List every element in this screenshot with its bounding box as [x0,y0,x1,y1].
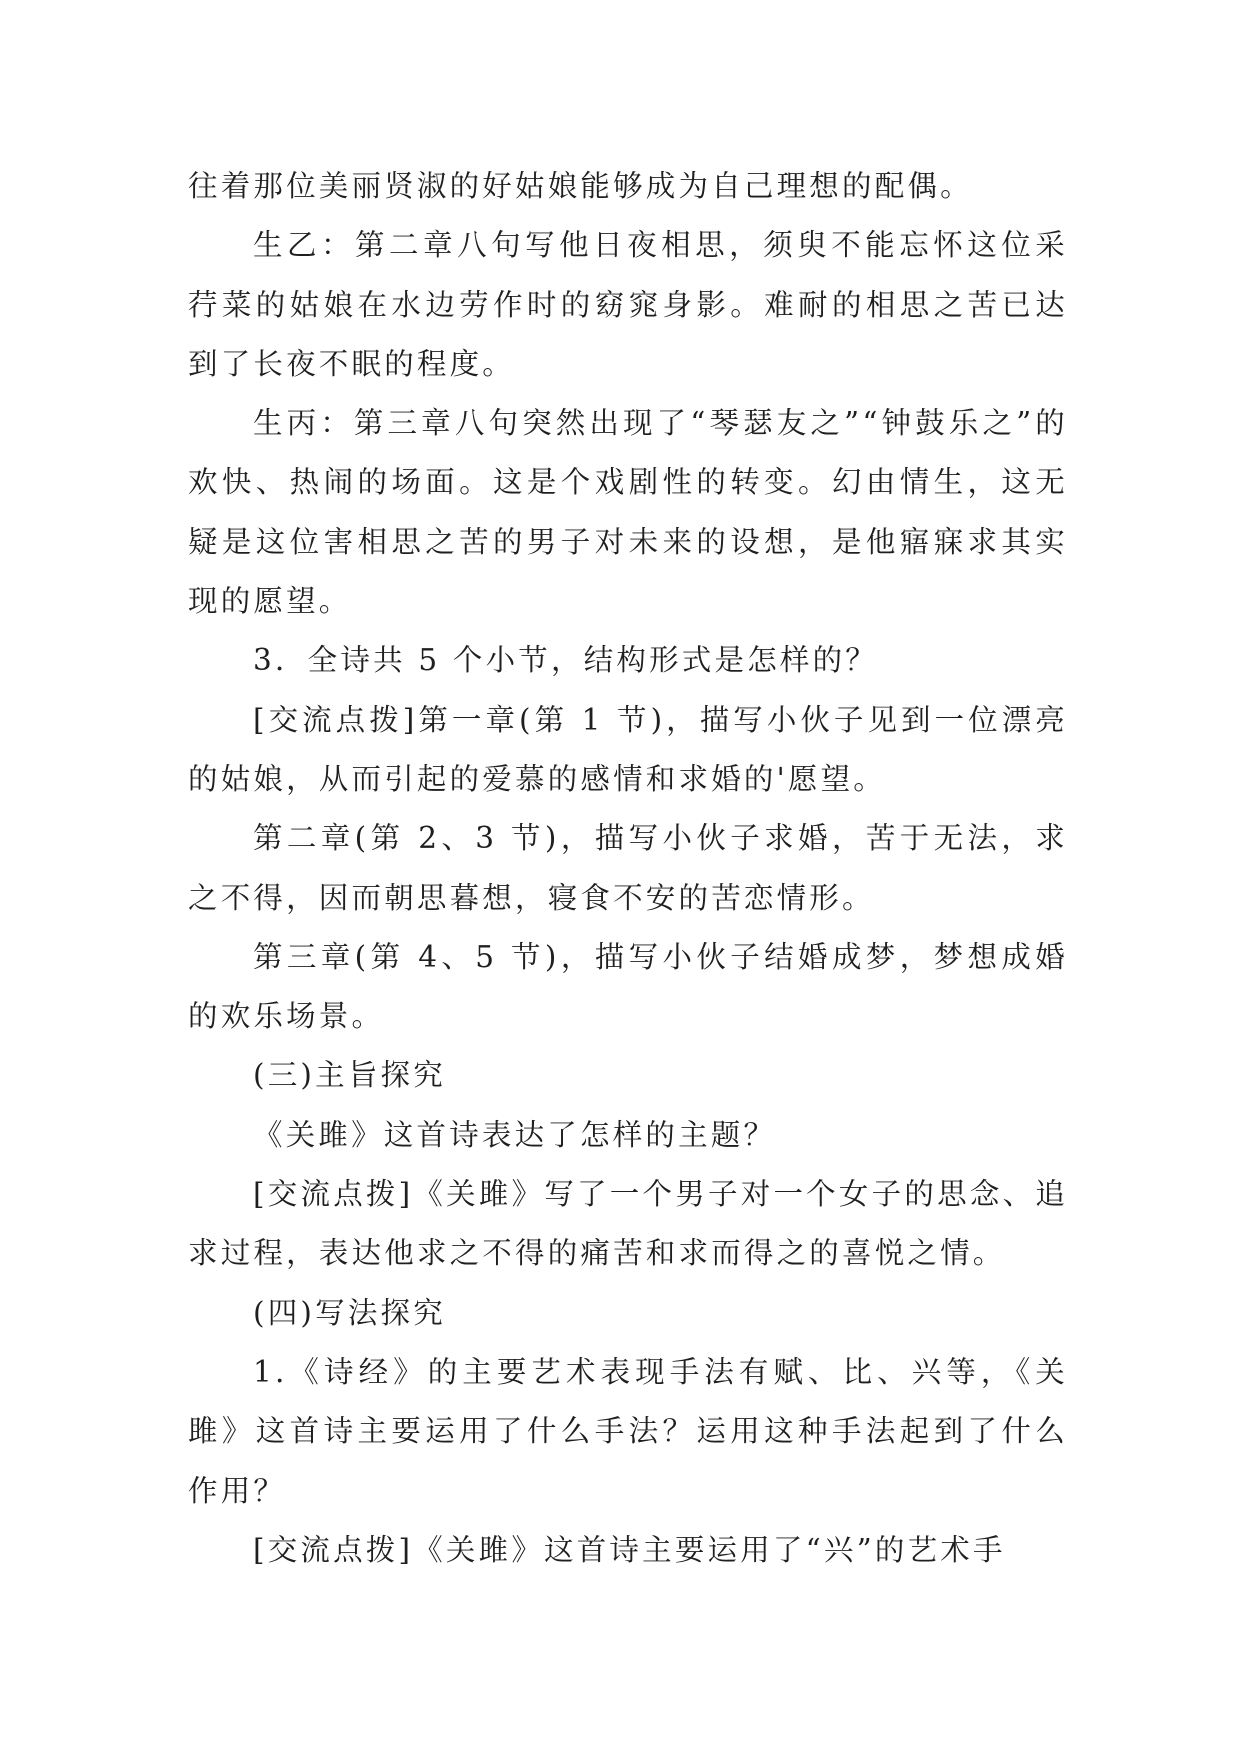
section-heading-theme: (三)主旨探究 [253,1058,446,1093]
paragraph-discussion-technique: [交流点拨]《关雎》这首诗主要运用了“兴”的艺术手 [253,1532,1006,1567]
question-theme: 《关雎》这首诗表达了怎样的主题？ [253,1117,777,1152]
paragraph-student-b: 生乙：第二章八句写他日夜相思，须臾不能忘怀这位采荇菜的姑娘在水边劳作时的窈窕身影。难耐的相思之苦已达到了长夜不眠的程度。 [188,228,1068,381]
paragraph-discussion-theme: [交流点拨]《关雎》写了一个男子对一个女子的思念、追求过程，表达他求之不得的痛苦和求而得之的喜悦之情。 [188,1177,1068,1271]
paragraph-discussion-chapter-1: [交流点拨]第一章(第 1 节)，描写小伙子见到一位漂亮的姑娘，从而引起的爱慕的感情和求婚的'愿望。 [188,702,1068,796]
paragraph-chapter-2: 第二章(第 2、3 节)，描写小伙子求婚，苦于无法，求之不得，因而朝思暮想，寝食不安的苦恋情形。 [188,821,1068,915]
question-3: 3．全诗共 5 个小节，结构形式是怎样的？ [253,643,878,678]
paragraph-continuation: 往着那位美丽贤淑的好姑娘能够成为自己理想的配偶。 [188,169,973,203]
paragraph-chapter-3: 第三章(第 4、5 节)，描写小伙子结婚成梦，梦想成婚的欢乐场景。 [188,939,1068,1034]
question-technique-1: 1.《诗经》的主要艺术表现手法有赋、比、兴等，《关雎》这首诗主要运用了什么手法？运用这种手法起到了什么作用？ [188,1354,1068,1508]
section-heading-technique: (四)写法探究 [253,1295,446,1330]
document-body [188,157,1068,1580]
paragraph-student-c: 生丙：第三章八句突然出现了“琴瑟友之”“钟鼓乐之”的欢快、热闹的场面。这是个戏剧性的转变。幻由情生，这无疑是这位害相思之苦的男子对未来的设想，是他寤寐求其实现的愿望。 [188,406,1068,619]
